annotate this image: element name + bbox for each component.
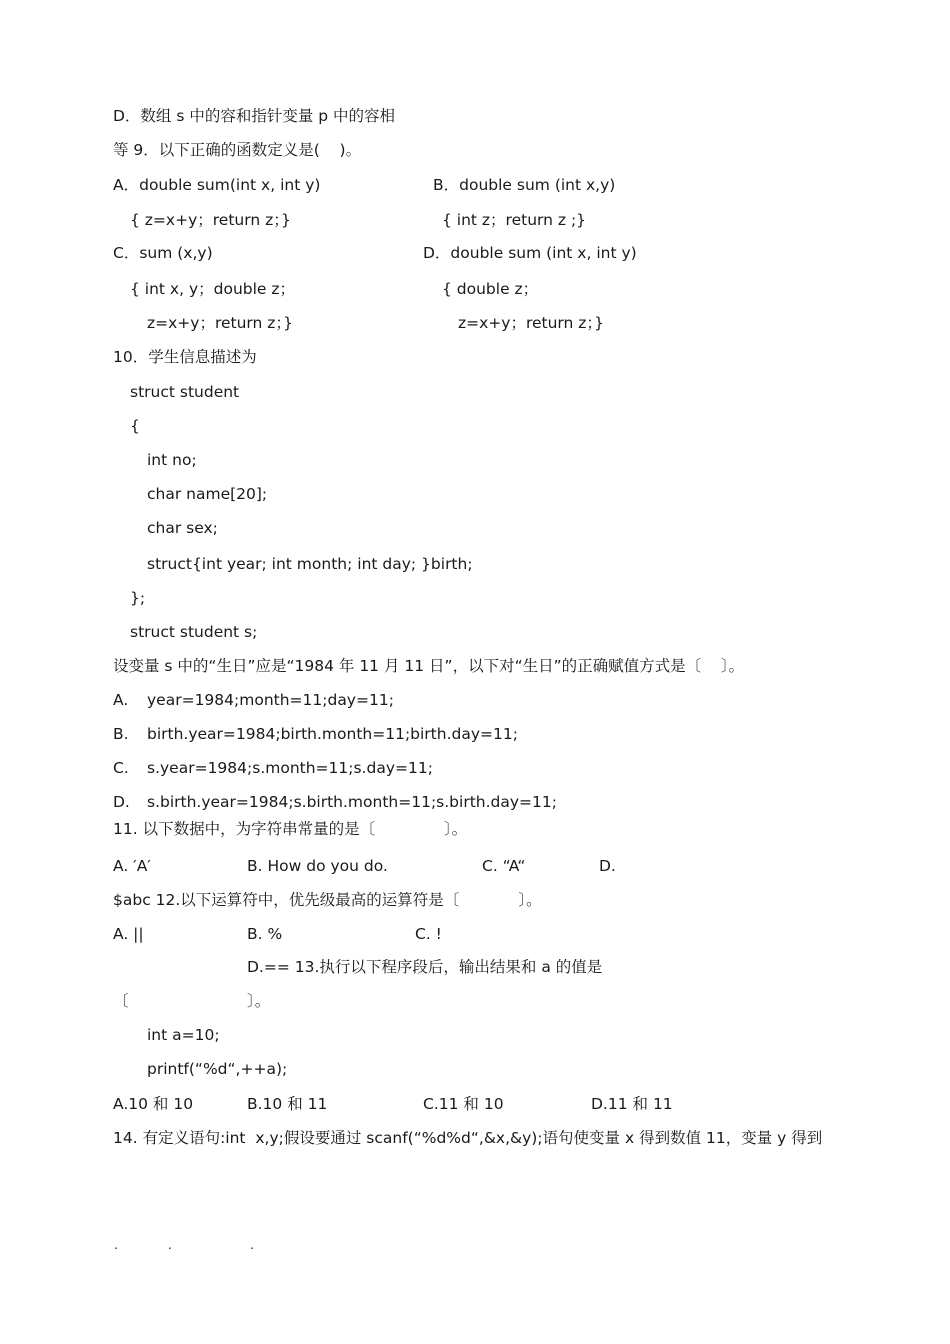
q11-stem: 11. 以下数据中，为字符串常量的是〔 〕。 — [113, 820, 468, 838]
q13-bracket-open: 〔 — [113, 992, 129, 1010]
q13-option-d: D.11 和 11 — [591, 1095, 673, 1113]
q10-option-text: year=1984;month=11;day=11; — [147, 691, 394, 709]
q11-option-b: B. How do you do. — [247, 857, 388, 875]
q12-line: $abc 12.以下运算符中，优先级最高的运算符是〔 〕。 — [113, 891, 542, 909]
q9-option-a-head: A．double sum(int x, int y) — [113, 176, 321, 194]
q10-code-line: { — [130, 417, 140, 435]
q10-code-line: }; — [130, 589, 146, 607]
footer-dot: . — [114, 1238, 118, 1252]
q9-option-c-head: C．sum (x,y) — [113, 244, 213, 262]
q12-option-a: A. || — [113, 925, 144, 943]
q12-option-b: B. % — [247, 925, 283, 943]
q10-code-line: struct{int year; int month; int day; }birth; — [147, 555, 473, 573]
q10-code-line: char sex; — [147, 519, 218, 537]
q10-option-label: B. — [113, 725, 129, 743]
q10-option-text: s.year=1984;s.month=11;s.day=11; — [147, 759, 433, 777]
q9-option-b-head: B．double sum (int x,y) — [433, 176, 616, 194]
q10-stem: 10．学生信息描述为 — [113, 348, 257, 366]
q11-option-a: A. ′A′ — [113, 857, 151, 875]
q10-code-line: struct student — [130, 383, 240, 401]
q9-option-a-body: { z=x+y；return z；} — [130, 211, 291, 229]
q10-option-text: s.birth.year=1984;s.birth.month=11;s.birth.day=11; — [147, 793, 557, 811]
q14-stem: 14. 有定义语句:int x,y;假设要通过 scanf(“%d%d“,&x,&y);语句使变量 x 得到数值 11，变量 y 得到 — [113, 1129, 823, 1147]
q8-option-d-tail: D．数组 s 中的容和指针变量 p 中的容相 — [113, 107, 396, 125]
footer-dot: . — [250, 1238, 254, 1252]
q13-code-line-2: printf(“%d“,++a); — [147, 1060, 288, 1078]
q9-option-d-body-1: { double z； — [442, 280, 539, 298]
q9-option-c-body-2: z=x+y；return z；} — [147, 314, 294, 332]
q11-option-d: D. — [599, 857, 616, 875]
q13-code-line-1: int a=10; — [147, 1026, 220, 1044]
q10-code-line: struct student s; — [130, 623, 258, 641]
q10-option-label: A. — [113, 691, 129, 709]
q10-code-line: char name[20]; — [147, 485, 268, 503]
q13-line: D.== 13.执行以下程序段后，输出结果和 a 的值是 — [247, 958, 603, 976]
q10-option-text: birth.year=1984;birth.month=11;birth.day=11; — [147, 725, 518, 743]
q9-option-d-body-2: z=x+y；return z；} — [458, 314, 605, 332]
q10-code-line: int no; — [147, 451, 197, 469]
q9-option-c-body-1: { int x, y；double z； — [130, 280, 296, 298]
footer-dot: . — [168, 1238, 172, 1252]
q9-stem: 等 9．以下正确的函数定义是( )。 — [113, 141, 362, 159]
q12-option-c: C. ! — [415, 925, 442, 943]
q9-option-d-head: D．double sum (int x, int y) — [423, 244, 637, 262]
q10-option-label: D. — [113, 793, 130, 811]
q13-option-c: C.11 和 10 — [423, 1095, 504, 1113]
q11-option-c: C. “A“ — [482, 857, 526, 875]
q9-option-b-body: { int z；return z ;} — [442, 211, 587, 229]
q13-bracket-close: 〕。 — [247, 992, 271, 1010]
q10-option-label: C. — [113, 759, 129, 777]
q10-question: 设变量 s 中的“生日”应是“1984 年 11 月 11 日”，以下对“生日”的正确赋值方式是〔 〕。 — [113, 657, 745, 675]
q13-option-b: B.10 和 11 — [247, 1095, 328, 1113]
q13-option-a: A.10 和 10 — [113, 1095, 194, 1113]
